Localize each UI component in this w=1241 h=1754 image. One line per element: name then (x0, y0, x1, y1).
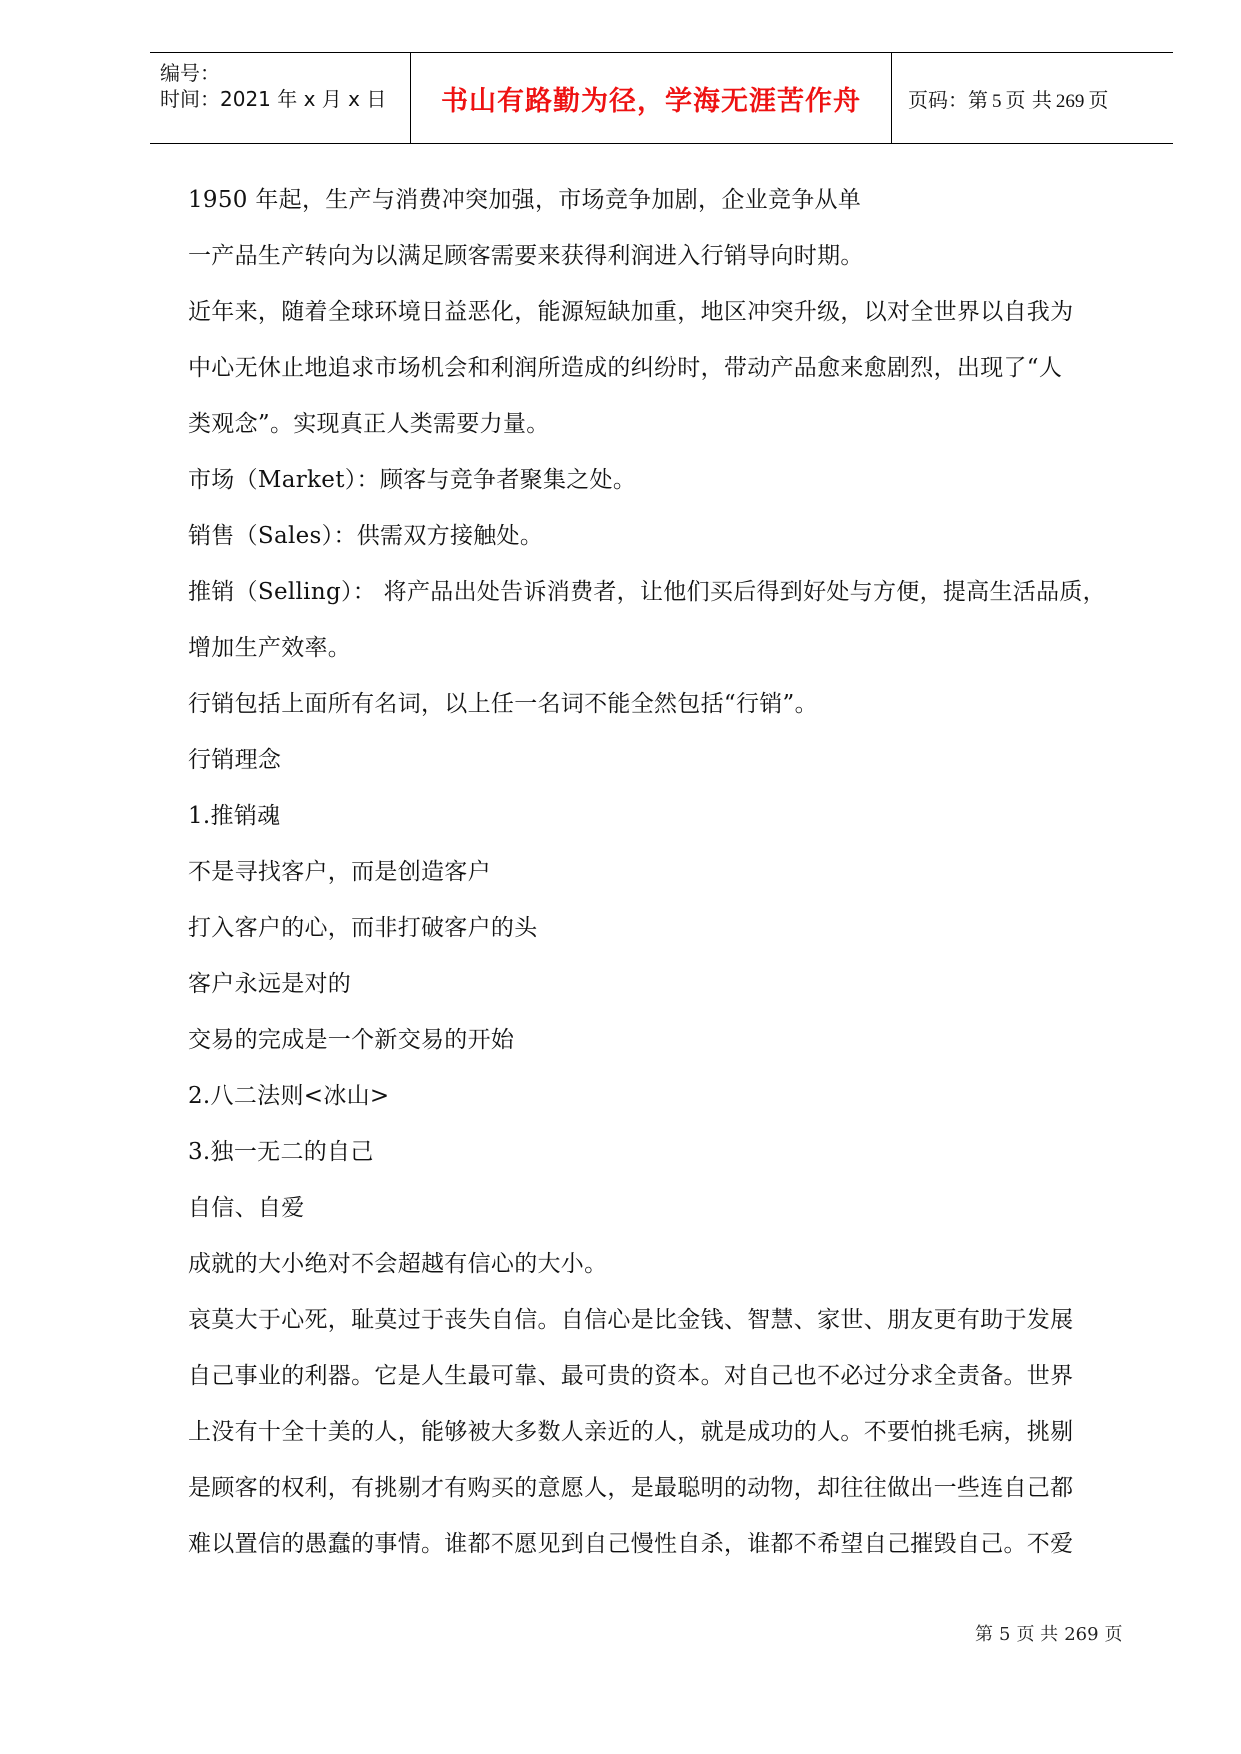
header-page-current: 5 (992, 90, 1002, 112)
section-heading: 行销理念 (188, 747, 282, 773)
body-line: 成就的大小绝对不会超越有信心的大小。 (188, 1251, 608, 1277)
body-line: 类观念”。实现真正人类需要力量。 (188, 411, 550, 437)
footer-page-total: 269 (1064, 1624, 1099, 1645)
header-page-suffix: 页 (1088, 87, 1109, 112)
body-line: 销售（Sales）：供需双方接触处。 (188, 523, 544, 549)
footer-page-current: 5 (999, 1624, 1011, 1645)
body-line: 增加生产效率。 (188, 635, 352, 661)
page-header (150, 52, 1173, 144)
body-line: 近年来，随着全球环境日益恶化，能源短缺加重，地区冲突升级，以对全世界以自我为 (188, 299, 1074, 325)
body-line: 打入客户的心，而非打破客户的头 (188, 915, 538, 941)
body-line: 推销（Selling）： 将产品出处告诉消费者，让他们买后得到好处与方便，提高生活品质， (188, 579, 1106, 605)
footer-suffix: 页 (1104, 1624, 1123, 1645)
page-footer (975, 1620, 1129, 1646)
header-page-total: 269 (1055, 90, 1085, 112)
subsection-heading: 3.独一无二的自己 (188, 1139, 374, 1165)
body-line: 一产品生产转向为以满足顾客需要来获得利润进入行销导向时期。 (188, 243, 864, 269)
header-page-prefix: 页码：第 (908, 87, 988, 112)
header-page-cell (892, 53, 1173, 143)
body-line: 客户永远是对的 (188, 971, 352, 997)
footer-prefix: 第 (975, 1624, 993, 1645)
body-line: 1950 年起，生产与消费冲突加强，市场竞争加剧，企业竞争从单 (188, 187, 862, 213)
document-time-label: 时间：2021 年 x 月 x 日 (160, 87, 387, 111)
subsection-heading: 1.推销魂 (188, 803, 281, 829)
body-line: 市场（Market）：顾客与竞争者聚集之处。 (188, 467, 637, 493)
body-line: 交易的完成是一个新交易的开始 (188, 1027, 515, 1053)
body-line: 难以置信的愚蠢的事情。谁都不愿见到自己慢性自杀，谁都不希望自己摧毁自己。不爱 (188, 1531, 1074, 1557)
document-number-label: 编号： (160, 61, 220, 85)
body-line: 自信、自爱 (188, 1195, 305, 1221)
header-motto: 书山有路勤为径，学海无涯苦作舟 (441, 85, 861, 117)
header-motto-cell (410, 53, 892, 143)
body-line: 自己事业的利器。它是人生最可靠、最可贵的资本。对自己也不必过分求全责备。世界 (188, 1363, 1074, 1389)
document-body (188, 178, 1148, 1578)
body-line: 哀莫大于心死，耻莫过于丧失自信。自信心是比金钱、智慧、家世、朋友更有助于发展 (188, 1307, 1074, 1333)
body-line: 是顾客的权利，有挑剔才有购买的意愿人，是最聪明的动物，却往往做出一些连自己都 (188, 1475, 1074, 1501)
header-page-indicator (908, 84, 1108, 113)
body-line: 上没有十全十美的人，能够被大多数人亲近的人，就是成功的人。不要怕挑毛病，挑剔 (188, 1419, 1074, 1445)
subsection-heading: 2.八二法则<冰山> (188, 1083, 390, 1109)
body-line: 行销包括上面所有名词，以上任一名词不能全然包括“行销”。 (188, 691, 818, 717)
footer-mid: 页 共 (1016, 1624, 1059, 1645)
body-line: 中心无休止地追求市场机会和利润所造成的纠纷时，带动产品愈来愈剧烈，出现了“人 (188, 355, 1063, 381)
body-line: 不是寻找客户，而是创造客户 (188, 859, 491, 885)
header-page-mid: 页 共 (1005, 87, 1052, 112)
header-meta (150, 53, 410, 143)
